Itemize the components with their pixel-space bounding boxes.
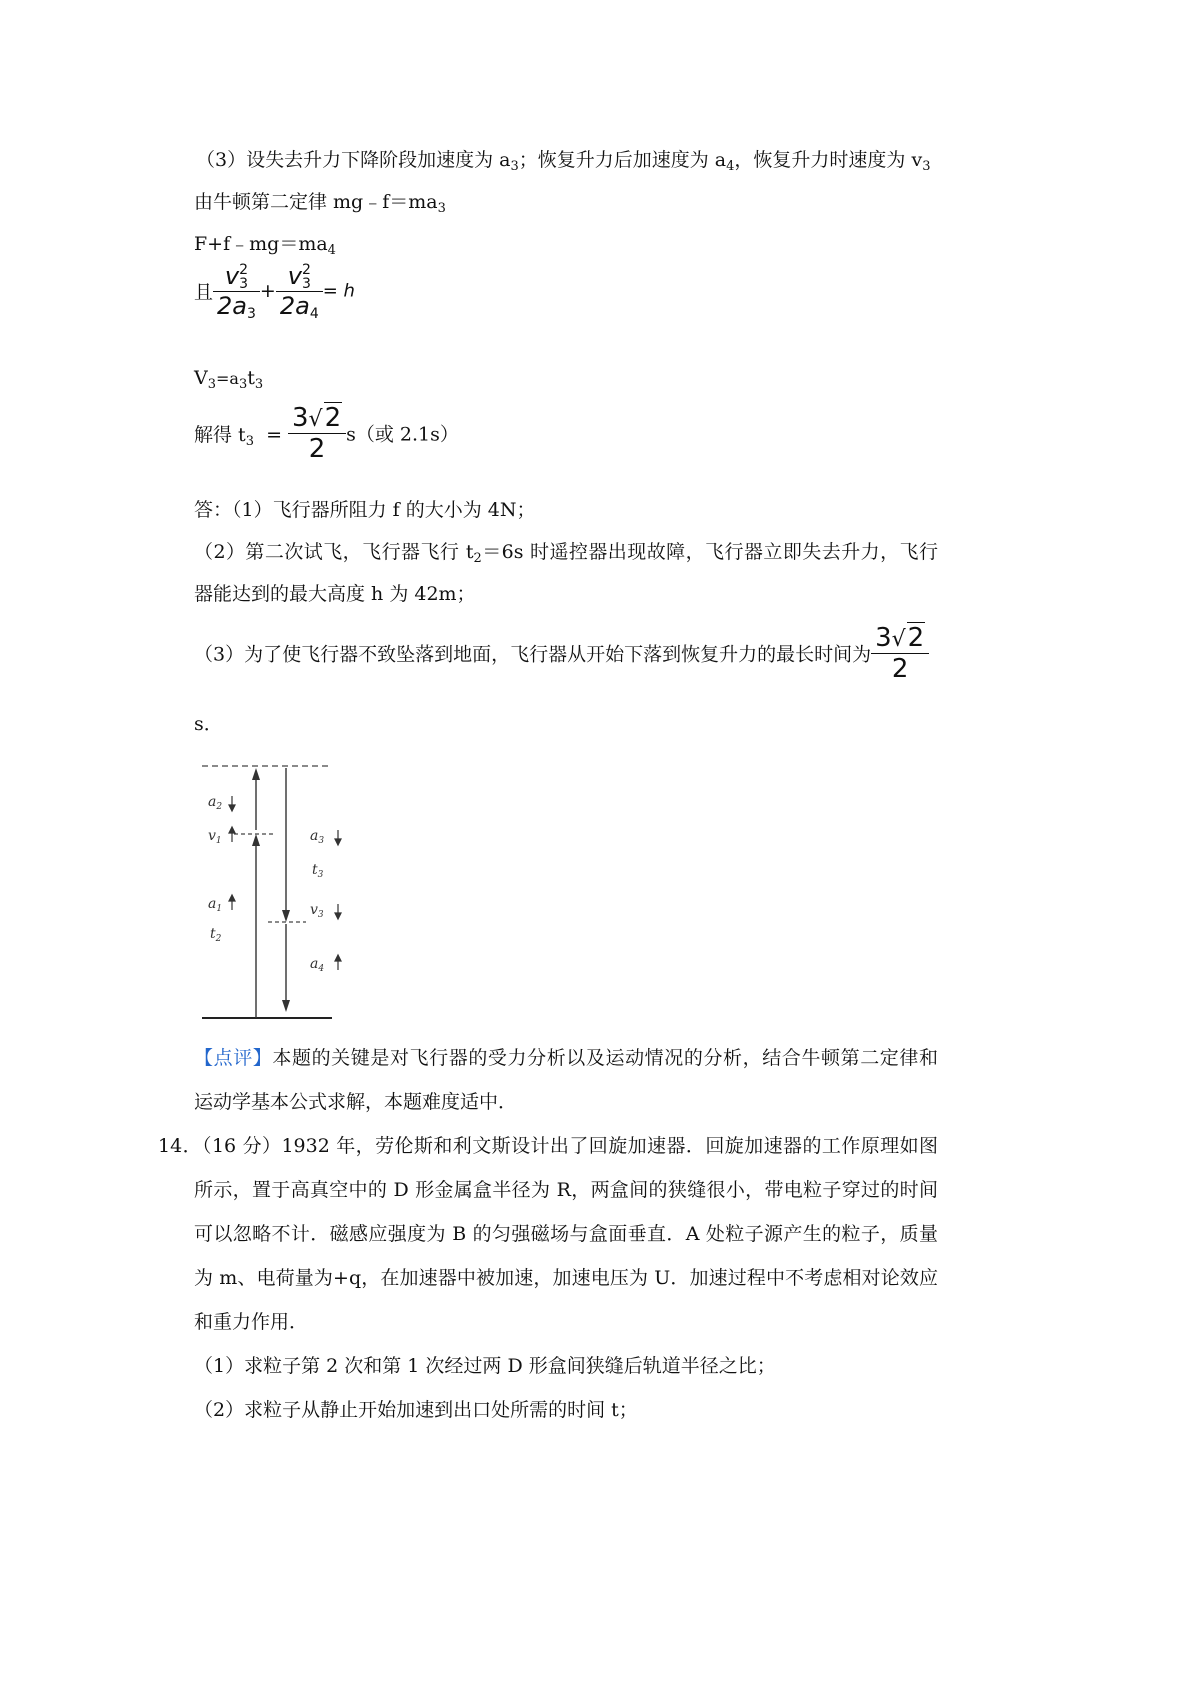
v3-small-arrowhead [335,913,341,919]
text: 设失去升力下降阶段加速度为 a [246,149,511,171]
answer-2-line1 [194,538,938,566]
sup: 2 [301,262,311,278]
sub: 3 [301,276,311,292]
part-label: （3） [196,149,247,171]
text: （2）第二次试飞，飞行器飞行 t [194,541,474,563]
label-v3: $v_3$ [310,902,324,920]
text: 本题的关键是对飞行器的受力分析以及运动情况的分析，结合牛顿第二定律和 [272,1047,938,1069]
label-a1: $a_1$ [208,896,223,914]
text: （1）求粒子第 2 次和第 1 次经过两 D 形盒间狭缝后轨道半径之比； [194,1355,776,1377]
answer-3 [194,622,929,684]
fraction [276,262,323,320]
text: = [266,423,282,446]
a3-small-arrowhead [335,839,341,845]
label-a2: $a_2$ [208,794,223,812]
plus: + [259,280,276,302]
coef: 3 [875,623,892,653]
text: 和重力作用． [194,1311,309,1333]
v-symbol: v [224,262,240,290]
fraction: $\frac{3√2}{2}$ [288,402,346,464]
text: 为 m、电荷量为+q，在加速器中被加速，加速电压为 U．加速过程中不考虑相对论效应 [194,1267,938,1289]
answer-3-unit [194,710,223,738]
label-t3: $t_3$ [312,862,324,880]
v1-small-arrowhead [229,827,235,833]
a2-small-arrowhead [229,805,235,811]
text: 由牛顿第二定律 mg﹣f＝ma [194,191,438,213]
coef: 3 [291,403,309,433]
den: 2a [217,292,247,320]
part3-intro [196,146,930,174]
rise-arrow-1 [252,834,260,846]
text: 答：（1）飞行器所阻力 f 的大小为 4N； [194,499,536,521]
text: t [247,367,255,389]
den: 2 [871,653,929,684]
sub: 3 [922,159,931,174]
answer-2-line2 [194,580,476,608]
q14-line1 [158,1132,938,1160]
q14-line3 [194,1220,938,1248]
text: （2）求粒子从静止开始加速到出口处所需的时间 t； [194,1399,638,1421]
text: V [194,367,208,389]
text: ，恢复升力时速度为 v [734,149,923,171]
newton-equation [194,188,446,216]
sub: 3 [254,377,264,392]
fall-arrow-2 [282,1000,290,1012]
sub: 3 [245,433,254,449]
q14-line4 [194,1264,938,1292]
sub: 4 [726,159,735,174]
text: F+f﹣mg＝ma [194,233,328,255]
text: ；恢复升力后加速度为 a [518,149,727,171]
den: 2 [288,433,346,464]
text: 运动学基本公式求解，本题难度适中． [194,1091,518,1113]
radicand: 2 [907,623,925,653]
text: 器能达到的最大高度 h 为 42m； [194,583,476,605]
remark-line2 [194,1088,517,1116]
fraction [213,262,260,320]
q14-line2 [194,1176,938,1204]
text: 14．（16 分）1932 年，劳伦斯和利文斯设计出了回旋加速器．回旋加速器的工作原理如图 [158,1135,938,1157]
text: 可以忽略不计．磁感应强度为 B 的匀强磁场与盒面垂直．A 处粒子源产生的粒子，质量 [194,1223,938,1245]
a1-small-arrowhead [229,895,235,901]
q14-sub2 [194,1396,638,1424]
text: 且 [194,281,214,304]
radicand: 2 [324,403,342,433]
sub: 4 [327,243,336,258]
equals-h: = h [322,280,355,302]
text: 所示，置于高真空中的 D 形金属盒半径为 R，两盒间的狭缝很小，带电粒子穿过的时间 [194,1179,938,1201]
label-v1: $v_1$ [208,828,222,846]
sub: 3 [437,201,446,216]
solve-line [194,402,459,464]
answer-1 [194,496,535,524]
sub: 3 [207,377,217,392]
sub: 3 [239,276,249,292]
sub: 3 [510,159,519,174]
force-equation [194,230,336,258]
velocity-equation [194,364,263,393]
text: ＝6s 时遥控器出现故障，飞行器立即失去升力，飞行 [481,541,938,563]
fraction: $\frac{3√2}{2}$ [871,622,929,684]
sub: 4 [309,306,319,322]
label-a3: $a_3$ [310,828,325,846]
text: s． [194,713,223,735]
motion-diagram [198,756,358,1024]
remark-line1 [194,1044,938,1072]
label-a4: $a_4$ [310,956,325,974]
q14-sub1 [194,1352,776,1380]
rise-arrow-2 [252,768,260,780]
fall-arrow-1 [282,910,290,922]
text: s（或 2.1s） [346,423,459,446]
text: （3）为了使飞行器不致坠落到地面，飞行器从开始下落到恢复升力的最长时间为 [194,643,872,666]
text: =a [216,369,239,388]
sub: 2 [473,551,482,566]
q14-line5 [194,1308,308,1336]
text: 解得 t [194,423,246,446]
sup: 2 [239,262,249,278]
label-t2: $t_2$ [210,926,222,944]
sub: 3 [238,377,248,392]
v-symbol: v [287,262,302,290]
remark-tag: 【点评】 [194,1047,273,1069]
a4-small-arrowhead [335,955,341,961]
sub: 3 [247,306,256,322]
energy-equation [194,262,355,320]
den: 2a [279,292,310,320]
